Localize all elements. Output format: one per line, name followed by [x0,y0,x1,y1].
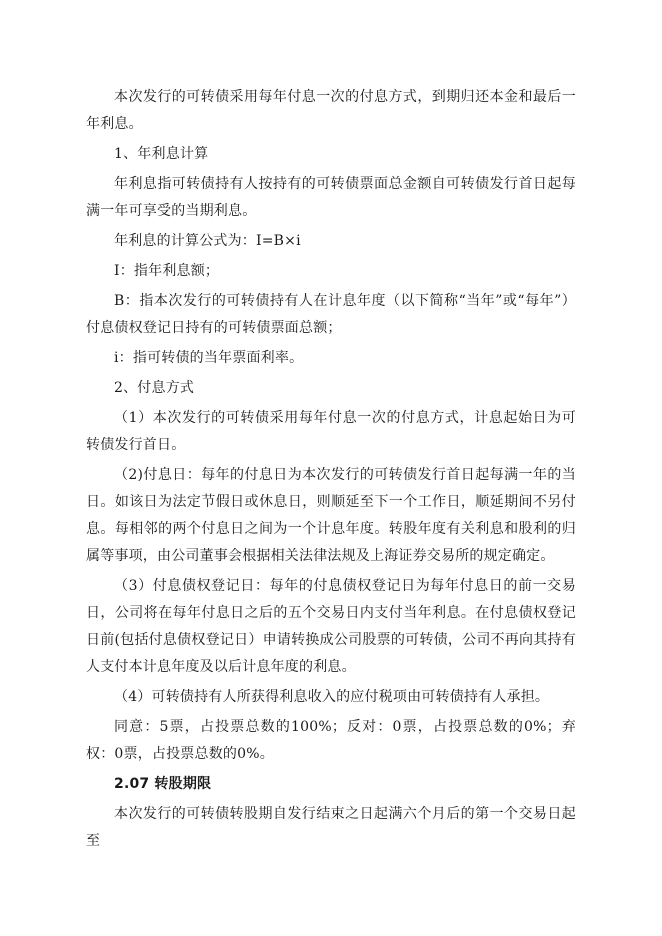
formula-term-b: B：指本次发行的可转债持有人在计息年度（以下简称“当年”或“每年”）付息债权登记日持有的可转债票面总额； [86,293,576,336]
section-annual-interest-calc: 1、年利息计算 [114,146,209,162]
conversion-period-text: 本次发行的可转债转股期自发行结束之日起满六个月后的第一个交易日起至 [86,806,576,849]
document-body [86,84,576,855]
vote-result: 同意：5票，占投票总数的100%；反对：0票，占投票总数的0%；弃权：0票，占投票总数的0%。 [86,719,576,762]
interest-payment-intro: 本次发行的可转债采用每年付息一次的付息方式，到期归还本金和最后一年利息。 [86,89,576,132]
payment-method-item-3: （3）付息债权登记日：每年的付息债权登记日为每年付息日的前一交易日，公司将在每年付息日之后的五个交易日内支付当年利息。在付息债权登记日前(包括付息债权登记日）申请转换成公司股票的可转债，公司不再向其持有人支付本计息年度及以后计息年度的利息。 [86,578,576,675]
payment-method-item-1: （1）本次发行的可转债采用每年付息一次的付息方式，计息起始日为可转债发行首日。 [86,410,576,453]
section-payment-method: 2、付息方式 [114,380,195,396]
formula-term-i-amount: I：指年利息额； [114,263,220,279]
payment-method-item-2: （2)付息日：每年的付息日为本次发行的可转债发行首日起每满一年的当日。如该日为法定节假日或休息日，则顺延至下一个工作日，顺延期间不另付息。每相邻的两个付息日之间为一个计息年度。转股年度有关利息和股利的归属等事项，由公司董事会根据相关法律法规及上海证券交易所的规定确定。 [86,467,576,564]
payment-method-item-4: （4）可转债持有人所获得利息收入的应付税项由可转债持有人承担。 [114,689,550,705]
section-heading-conversion-period: 2.07 转股期限 [114,776,212,792]
interest-formula: 年利息的计算公式为：I=B×i [114,233,301,249]
annual-interest-definition: 年利息指可转债持有人按持有的可转债票面总金额自可转债发行首日起每满一年可享受的当期利息。 [86,176,576,219]
formula-term-i-rate: i：指可转债的当年票面利率。 [114,350,304,366]
